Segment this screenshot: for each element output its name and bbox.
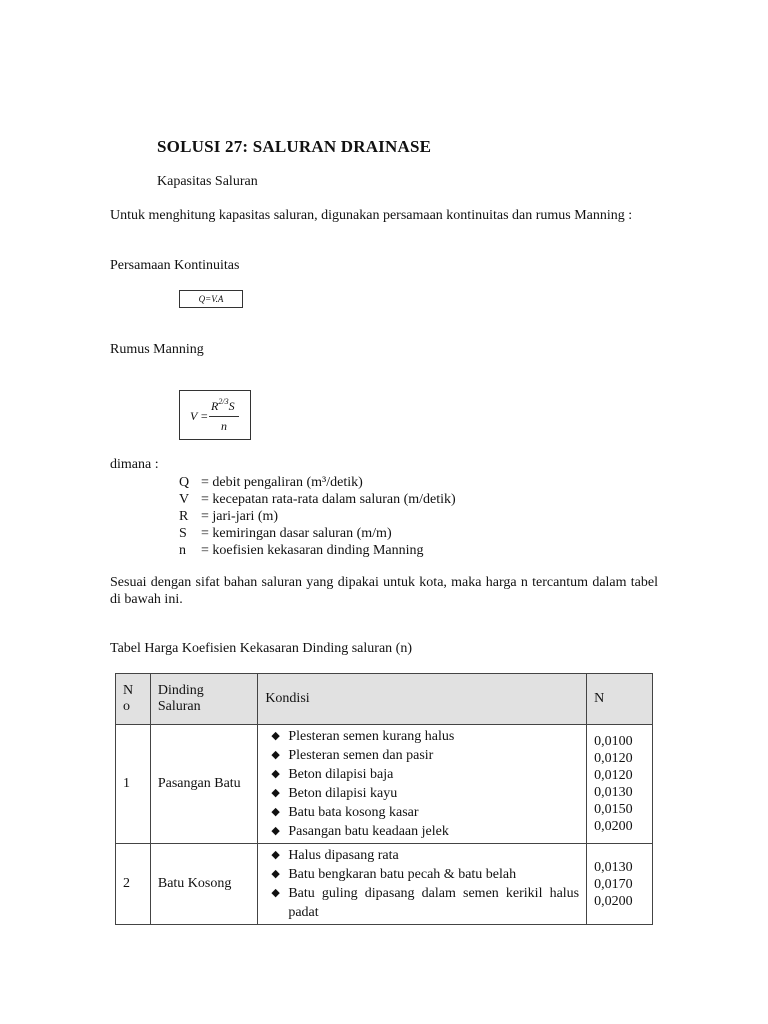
page-title: SOLUSI 27: SALURAN DRAINASE bbox=[157, 137, 432, 156]
header-no: N o bbox=[116, 674, 151, 725]
diamond-bullet-icon: ◆ bbox=[271, 887, 280, 899]
list-item: ◆ Pasangan batu keadaan jelek bbox=[271, 824, 449, 839]
diamond-bullet-icon: ◆ bbox=[271, 806, 280, 818]
definition-row bbox=[179, 508, 456, 525]
table-row bbox=[116, 844, 653, 925]
diamond-bullet-icon: ◆ bbox=[271, 749, 280, 761]
manning-denominator: n bbox=[221, 419, 227, 433]
list-item: ◆ Beton dilapisi kayu bbox=[271, 786, 398, 801]
continuity-label: Persamaan Kontinuitas bbox=[110, 258, 240, 273]
cell-no: 2 bbox=[116, 844, 151, 925]
list-item: ◆ Halus dipasang rata bbox=[271, 848, 399, 863]
continuity-formula: Q=V.A bbox=[198, 294, 224, 304]
diamond-bullet-icon: ◆ bbox=[271, 825, 280, 837]
diamond-bullet-icon: ◆ bbox=[271, 787, 280, 799]
table-header-row bbox=[116, 674, 653, 725]
where-label: dimana : bbox=[110, 457, 159, 472]
definition-desc: = kecepatan rata-rata dalam saluran (m/detik) bbox=[201, 492, 456, 507]
definition-symbol: n bbox=[179, 543, 186, 558]
definition-desc: = debit pengaliran (m³/detik) bbox=[201, 475, 363, 490]
manning-label: Rumus Manning bbox=[110, 342, 204, 357]
manning-formula-box bbox=[179, 390, 251, 440]
list-item: ◆ Beton dilapisi baja bbox=[271, 767, 394, 782]
cell-no: 1 bbox=[116, 725, 151, 844]
manning-num-exp: 2/3 bbox=[218, 397, 229, 406]
cell-kondisi bbox=[258, 725, 587, 844]
cell-n-values: 0,0100 0,0120 0,0120 0,0130 0,0150 0,0200 bbox=[587, 725, 653, 844]
table-row bbox=[116, 725, 653, 844]
diamond-bullet-icon: ◆ bbox=[271, 768, 280, 780]
list-item: ◆ Batu guling dipasang dalam semen kerikil halus padat bbox=[271, 886, 580, 920]
definition-symbol: V bbox=[179, 492, 190, 507]
header-n: N bbox=[587, 674, 653, 725]
manning-num-base: R bbox=[211, 399, 219, 413]
section-subtitle: Kapasitas Saluran bbox=[157, 174, 258, 189]
cell-dinding: Pasangan Batu bbox=[150, 725, 257, 844]
diamond-bullet-icon: ◆ bbox=[271, 868, 280, 880]
fraction-bar bbox=[209, 416, 239, 417]
kondisi-list bbox=[265, 727, 579, 841]
header-dinding: Dinding Saluran bbox=[150, 674, 257, 725]
definition-symbol: S bbox=[179, 526, 187, 541]
definition-desc: = koefisien kekasaran dinding Manning bbox=[201, 543, 424, 558]
definition-desc: = jari-jari (m) bbox=[201, 509, 279, 524]
table-caption: Tabel Harga Koefisien Kekasaran Dinding saluran (n) bbox=[110, 641, 412, 656]
cell-kondisi bbox=[258, 844, 587, 925]
diamond-bullet-icon: ◆ bbox=[271, 730, 280, 742]
continuity-formula-box bbox=[179, 290, 243, 308]
list-item: ◆ Plesteran semen dan pasir bbox=[271, 748, 434, 763]
definition-desc: = kemiringan dasar saluran (m/m) bbox=[201, 526, 392, 541]
definition-row bbox=[179, 525, 456, 542]
cell-dinding: Batu Kosong bbox=[150, 844, 257, 925]
definitions-list bbox=[179, 474, 456, 559]
header-kondisi: Kondisi bbox=[258, 674, 587, 725]
definition-symbol: Q bbox=[179, 475, 190, 490]
definition-symbol: R bbox=[179, 509, 189, 524]
cell-n-values: 0,0130 0,0170 0,0200 bbox=[587, 844, 653, 925]
definition-row bbox=[179, 542, 456, 559]
definition-row bbox=[179, 491, 456, 508]
manning-num-rest: S bbox=[228, 399, 235, 413]
diamond-bullet-icon: ◆ bbox=[271, 849, 280, 861]
kondisi-list bbox=[265, 846, 579, 922]
list-item: ◆ Batu bengkaran batu pecah & batu belah bbox=[271, 867, 517, 882]
list-item: ◆ Plesteran semen kurang halus bbox=[271, 729, 455, 744]
definition-row bbox=[179, 474, 456, 491]
roughness-table bbox=[115, 673, 653, 925]
table-intro-paragraph: Sesuai dengan sifat bahan saluran yang dipakai untuk kota, maka harga n tercantum dalam tabel di bawah ini. bbox=[110, 575, 658, 607]
list-item: ◆ Batu bata kosong kasar bbox=[271, 805, 419, 820]
manning-lhs: V = bbox=[190, 409, 209, 423]
manning-numerator bbox=[211, 397, 235, 414]
intro-paragraph: Untuk menghitung kapasitas saluran, digunakan persamaan kontinuitas dan rumus Manning : bbox=[110, 208, 633, 223]
